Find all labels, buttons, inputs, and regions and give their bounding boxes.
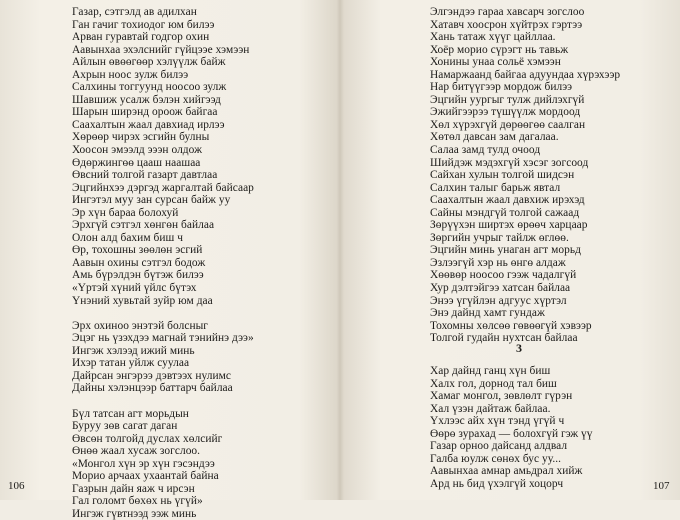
poem-line: Өвсний толгой газарт давтлаа <box>72 169 218 182</box>
poem-line: Эцгийн уургыг тулж дийлэхгүй <box>430 93 585 106</box>
poem-line: Хатавч хоосрон хүйтрэх гэртээ <box>430 18 583 31</box>
left-page-poem <box>72 6 254 520</box>
stanza-gap <box>72 307 254 320</box>
poem-line: Толгой гудайн нухтсан байлаа <box>430 332 578 345</box>
poem-line: Хөл хүрэхгүй дөрөөгөө саалган <box>430 118 586 131</box>
poem-line: Морио арчаах ухаантай байна <box>72 470 219 483</box>
poem-line: Саахалтын жаал давхиад ирлээ <box>72 118 225 131</box>
poem-line: Шавшиж усалж бэлэн хийгээд <box>72 93 221 106</box>
poem-line: Айлын өвөөгөөр хэлүүлж байж <box>72 56 226 69</box>
poem-line: Эцэг нь үзэхдээ магнай тэнийнэ дээ» <box>72 332 254 345</box>
poem-line: Хамаг монгол, зөвлөлт гүрэн <box>430 390 573 403</box>
poem-line: Ган гачиг тохиодог юм билээ <box>72 18 215 31</box>
section-number: 3 <box>516 341 522 355</box>
page-number-left: 106 <box>8 480 25 492</box>
poem-line: Ахрын ноос зулж билээ <box>72 68 189 81</box>
poem-line: Хөрөөр чирэх эсгийн булны <box>72 131 210 144</box>
poem-line: Намаржаанд байгаа адуундаа хүрэхээр <box>430 68 621 81</box>
poem-line: Шийдэж мэдэхгүй хэсэг зогсоод <box>430 156 589 169</box>
poem-line: Газар, сэтгэлд ав адилхан <box>72 6 197 18</box>
poem-line: Аавын охины сэтгэл бодож <box>72 256 206 269</box>
poem-line: Сайхан хулын толгой шидсэн <box>430 169 575 182</box>
poem-line: Салхины тоггуунд ноосоо зулж <box>72 81 227 94</box>
right-page-poem-bottom <box>430 365 593 490</box>
poem-line: «Үртэй хүний үйлс бүтэх <box>72 282 197 295</box>
poem-line: Саахалтын жаал давхиж ирэхэд <box>430 194 585 207</box>
poem-line: Эцгийн минь унаган агт морьд <box>430 244 581 257</box>
poem-line: Ард нь бид үхэлгүй хоцорч <box>430 477 564 490</box>
poem-line: Хоёр морио сүрэгт нь тавьж <box>430 43 569 56</box>
poem-line: Зөрүүхэн ширтэх өрөөч харцаар <box>430 219 588 232</box>
poem-line: Сайны мэндгүй толгой сажаад <box>430 206 580 219</box>
poem-line: Шарын ширэнд ороож байгаа <box>72 106 218 119</box>
poem-line: Зөргийн учрыг тайлж өглөө. <box>430 231 569 244</box>
right-page-poem-top <box>430 6 620 345</box>
poem-line: Хань татаж хүүг цайллаа. <box>430 31 556 44</box>
left-page <box>0 0 338 520</box>
poem-line: Аавынхаа эхэлснийг гүйцээе хэмээн <box>72 43 250 56</box>
poem-line: Хар дайнд ганц хүн биш <box>430 365 551 377</box>
poem-line: Хоосон эмээлд эээн олдож <box>72 144 203 157</box>
poem-line: Эрх охиноо энэтэй болсныг <box>72 319 209 332</box>
poem-line: Хөөвөр ноосоо гээж чадалгүй <box>430 269 577 282</box>
poem-line: Ингэж гүвтнээд ээж минь <box>72 507 197 520</box>
poem-line: Салаа замд тулд очоод <box>430 144 541 157</box>
poem-line: Халх гол, дорнод тал биш <box>430 377 557 390</box>
poem-line: Дайрсан энгэрээ дэвтээх нулимс <box>72 369 231 382</box>
poem-line: Өвсөн толгойд дуслах хөлсийг <box>72 432 223 445</box>
poem-line: Хөтөл давсан зам дагалаа. <box>430 131 559 144</box>
poem-line: Хонины унаа сольё хэмээн <box>430 56 561 69</box>
poem-line: Ингэтэл муу зан сурсан байж уу <box>72 194 231 207</box>
poem-line: Энээ үгүйлэн адгуус хүртэл <box>430 294 567 307</box>
poem-line: Галба юулж сөнөх бус уу... <box>430 452 562 465</box>
poem-line: Эрхгүй сэтгэл хөнгөн байлаа <box>72 219 215 232</box>
poem-line: «Монгол хүн эр хүн гэсэндээ <box>72 457 215 470</box>
poem-line: Хур дэлтэйгээ хатсан байлаа <box>430 282 571 295</box>
poem-line: Дайны хэлэнцээр баттарч байлаа <box>72 382 233 395</box>
poem-line: Буруу зөв сагат даган <box>72 420 178 433</box>
poem-line: Өдөржингөө цааш наашаа <box>72 156 201 169</box>
poem-line: Тохомны хөлсөө гөвөөгүй хэвээр <box>430 319 592 332</box>
poem-line: Өнөө жаал хусаж зогслоо. <box>72 445 201 458</box>
poem-line: Өр, тохошны зөөлөн эсгий <box>72 244 203 257</box>
poem-line: Ихэр татан уйлж суулаа <box>72 357 190 370</box>
page-number-right: 107 <box>653 480 670 492</box>
poem-line: Газрын дайн яаж ч ирсэн <box>72 482 195 495</box>
poem-line: Олон алд бахим биш ч <box>72 231 183 244</box>
poem-line: Гал голомт бөхөх нь үгүй» <box>72 495 203 508</box>
stanza-gap <box>72 395 254 408</box>
poem-line: Газар орноо дайсанд алдвал <box>430 440 568 453</box>
poem-line: Эр хүн бараа болохуй <box>72 206 179 219</box>
poem-line: Элгэндээ гараа хавсарч зогслоо <box>430 6 585 18</box>
poem-line: Эжийгээрээ түшүүлж мордоод <box>430 106 581 119</box>
poem-line: Энэ дайнд хамт гундаж <box>430 307 545 320</box>
poem-line: Нар битүүгээр мордож билээ <box>430 81 573 94</box>
poem-line: Арван гуравтай годгор охин <box>72 31 210 44</box>
poem-line: Хал үзэн дайтаж байлаа. <box>430 402 551 415</box>
poem-line: Эзлээгүй хэр нь өнгө алдаж <box>430 256 566 269</box>
poem-line: Үнэний хувьтай зуйр юм даа <box>72 294 213 307</box>
poem-line: Салхин талыг барьж явтал <box>430 181 561 194</box>
poem-line: Өөрө зурахад — болохгүй гэж үү <box>430 427 593 440</box>
right-page <box>342 0 680 500</box>
poem-line: Үхлээс айх хүн тэнд үгүй ч <box>430 415 565 428</box>
poem-line: Ингэж хэлээд ижий минь <box>72 344 195 357</box>
poem-line: Эцгийнхээ дэргэд жаргалтай байсаар <box>72 181 254 194</box>
poem-line: Амь бүрэлдэн бүтэж билээ <box>72 269 204 282</box>
poem-line: Бүл татсан агт морьдын <box>72 407 189 420</box>
poem-line: Аавынхаа амнар амьдрал хийж <box>430 465 583 478</box>
